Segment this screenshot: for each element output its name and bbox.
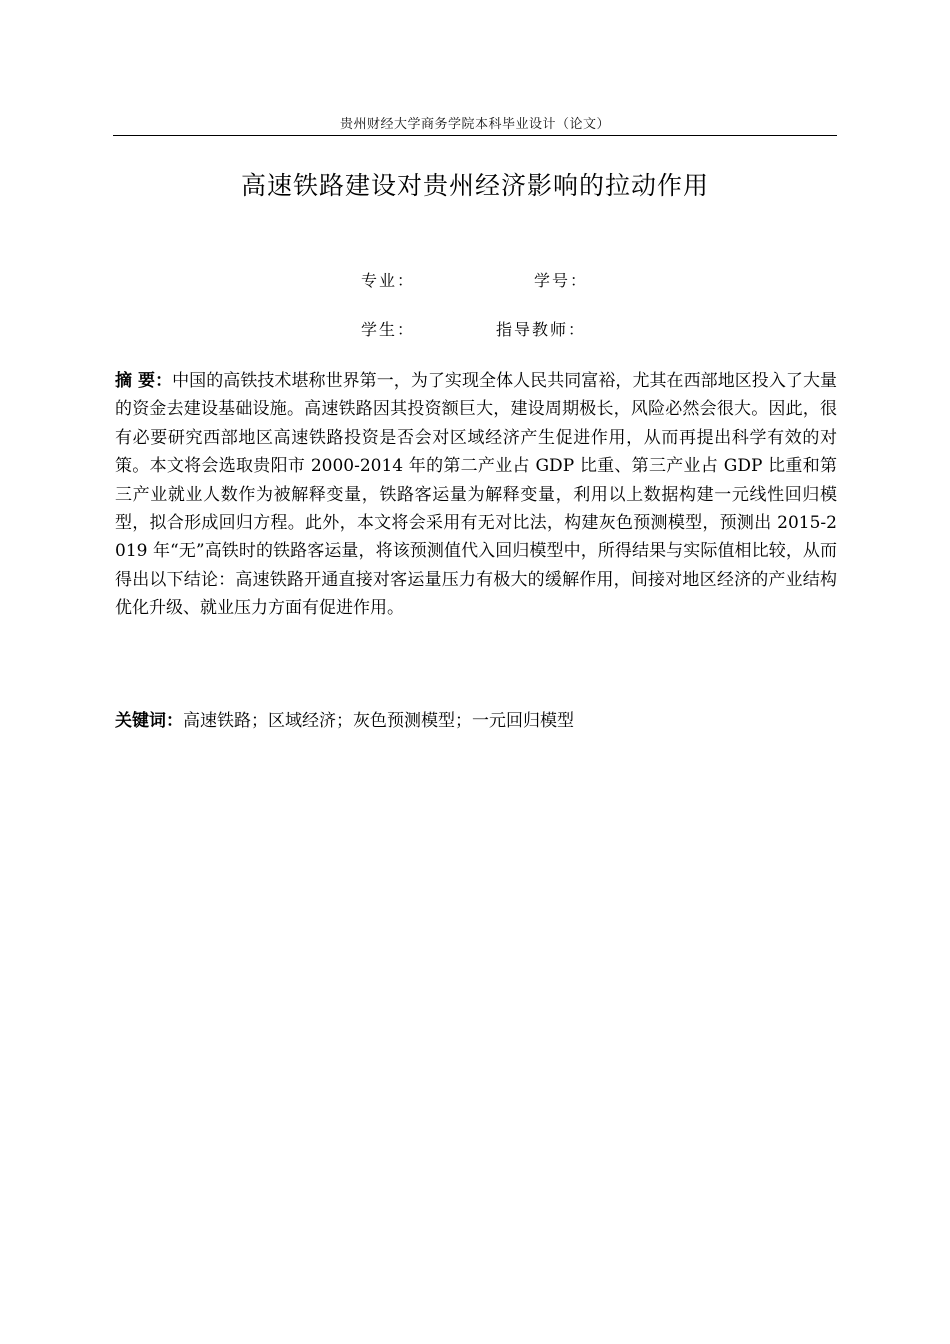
keywords-text: 高速铁路；区域经济；灰色预测模型；一元回归模型: [183, 711, 574, 731]
advisor-label: 指导教师：: [496, 320, 587, 339]
thesis-title: 高速铁路建设对贵州经济影响的拉动作用: [240, 171, 709, 200]
keywords-label: 关键词：: [115, 711, 183, 731]
abstract-label: 摘 要：: [115, 371, 173, 391]
header-divider: [113, 135, 837, 136]
running-header: 贵州财经大学商务学院本科毕业设计（论文）: [339, 117, 610, 132]
abstract-text: 中国的高铁技术堪称世界第一，为了实现全体人民共同富裕，尤其在西部地区投入了大量的资金去建设基础设施。高速铁路因其投资额巨大，建设周期极长，风险必然会很大。因此，很有必要研究西部地区高速铁路投资是否会对区域经济产生促进作用，从而再提出科学有效的对策。本文将会选取贵阳市 2000-2014 年的第二产业占 GDP 比重、第三产业占 GDP 比重和第三产业就业人数作为被解释变量，铁路客运量为解释变量，利用以上数据构建一元线性回归模型，拟合形成回归方程。此外，本文将会采用有无对比法，构建灰色预测模型，预测出 2015-2019 年“无”高铁时的铁路客运量，将该预测值代入回归模型中，所得结果与实际值相比较，从而得出以下结论：高速铁路开通直接对客运量压力有极大的缓解作用，间接对地区经济的产业结构优化升级、就业压力方面有促进作用。: [115, 371, 838, 619]
abstract-paragraph: [115, 367, 837, 623]
major-label: 专业：: [361, 271, 416, 290]
keywords-line: [115, 707, 837, 735]
student-id-label: 学号：: [534, 271, 589, 290]
student-label: 学生：: [361, 320, 416, 339]
